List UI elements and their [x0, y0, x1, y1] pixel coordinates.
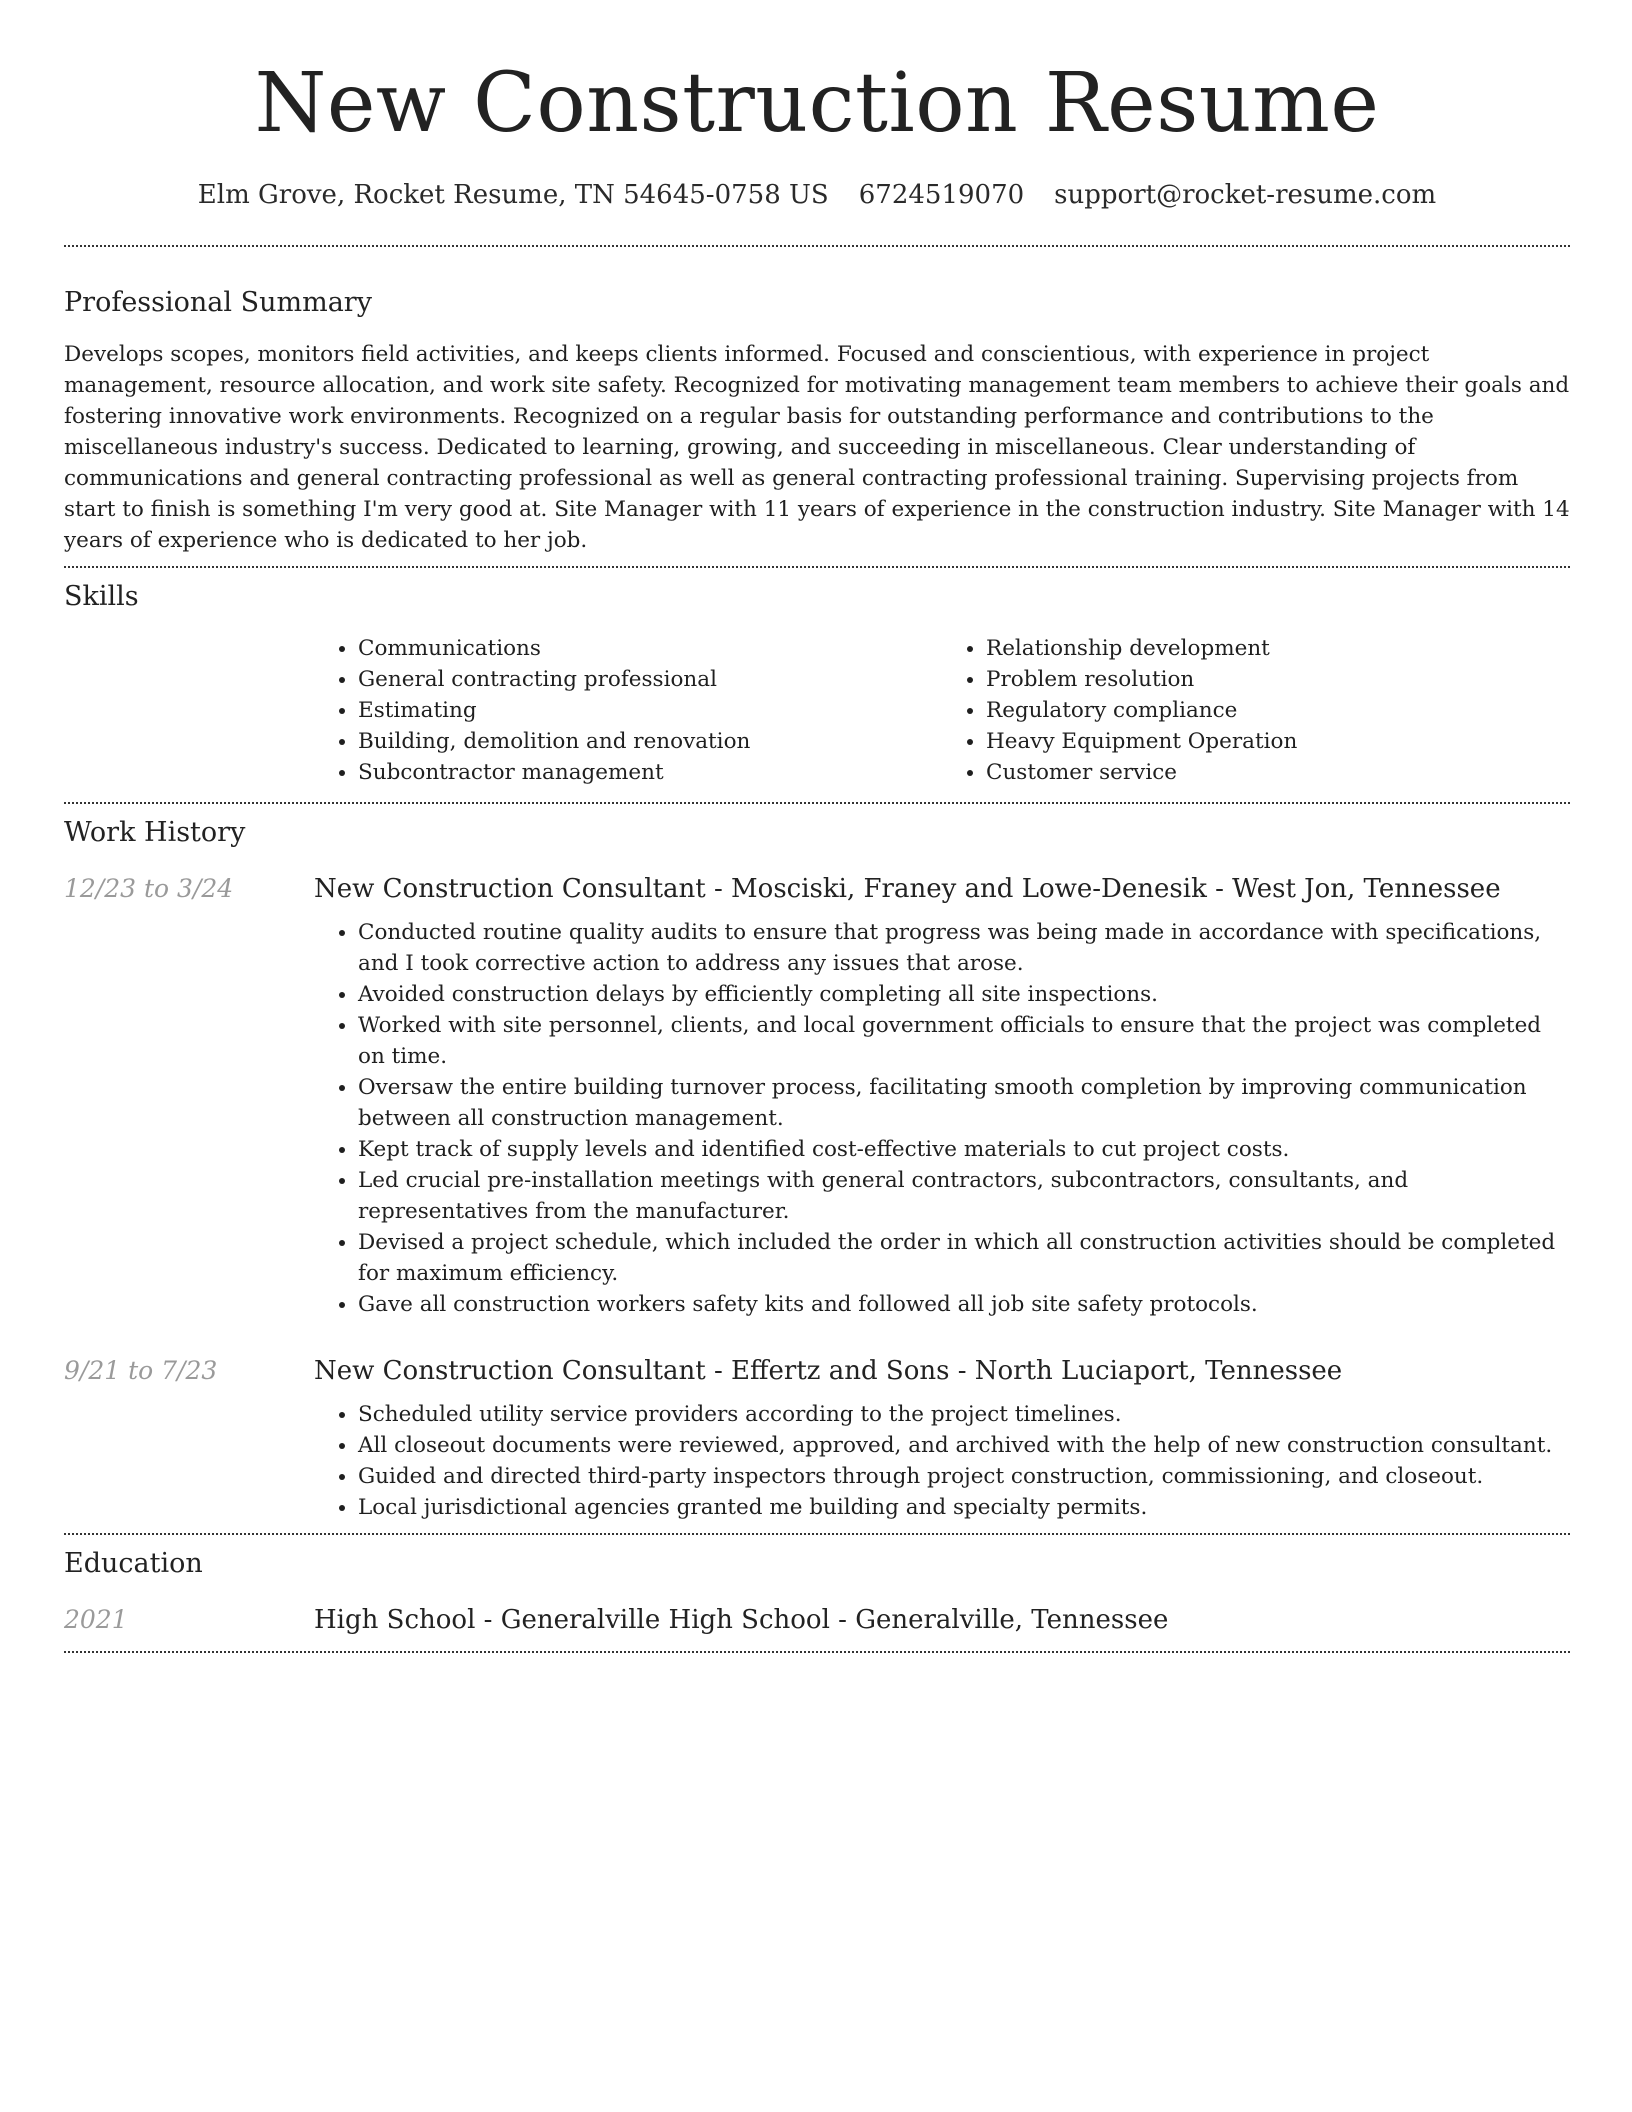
- job-bullet: • Led crucial pre-installation meetings with general contractors, subcontractors, consultants, and representatives from the manufacturer.: [358, 1165, 1570, 1227]
- skill-item: • Estimating: [358, 695, 942, 726]
- job-entry: [64, 872, 1570, 1320]
- job-bullet: • Kept track of supply levels and identified cost-effective materials to cut project costs.: [358, 1134, 1570, 1165]
- education-date: 2021: [64, 1605, 128, 1634]
- job-title: New Construction Consultant - Mosciski, Franey and Lowe-Denesik - West Jon, Tennessee: [314, 874, 1501, 904]
- job-bullet: • Guided and directed third-party inspectors through project construction, commissioning, and closeout.: [358, 1461, 1570, 1492]
- work-heading: Work History: [64, 817, 246, 848]
- contact-line: [64, 178, 1570, 212]
- job-bullets: [314, 1399, 1570, 1523]
- contact-address: Elm Grove, Rocket Resume, TN 54645-0758 US: [197, 180, 829, 210]
- skill-item: • Building, demolition and renovation: [358, 726, 942, 757]
- work-section: [64, 804, 1570, 1523]
- job-entry: [64, 1354, 1570, 1523]
- job-bullet: • Devised a project schedule, which included the order in which all construction activities should be completed for maximum efficiency.: [358, 1227, 1570, 1289]
- summary-section: [64, 247, 1570, 556]
- contact-phone: 6724519070: [858, 180, 1025, 210]
- skills-section: [64, 568, 1570, 788]
- job-bullet: • Oversaw the entire building turnover process, facilitating smooth completion by improving communication between all construction management.: [358, 1072, 1570, 1134]
- job-date: 12/23 to 3/24: [64, 874, 234, 903]
- summary-heading: Professional Summary: [64, 287, 372, 318]
- skills-list-right: [942, 633, 1570, 788]
- skill-item: • Heavy Equipment Operation: [986, 726, 1570, 757]
- skill-item: • Customer service: [986, 757, 1570, 788]
- skill-item: • General contracting professional: [358, 664, 942, 695]
- skill-item: • Subcontractor management: [358, 757, 942, 788]
- job-bullet: • All closeout documents were reviewed, approved, and archived with the help of new construction consultant.: [358, 1430, 1570, 1461]
- job-bullet: • Avoided construction delays by efficiently completing all site inspections.: [358, 979, 1570, 1010]
- skill-item: • Communications: [358, 633, 942, 664]
- skills-grid: [314, 633, 1570, 788]
- education-entry: [64, 1603, 1570, 1637]
- job-header: [64, 1354, 1570, 1388]
- contact-email: support@rocket-resume.com: [1054, 180, 1437, 210]
- divider: [64, 1651, 1570, 1653]
- education-heading: Education: [64, 1548, 203, 1579]
- job-header: [64, 872, 1570, 906]
- education-title: High School - Generalville High School - Generalville, Tennessee: [314, 1605, 1169, 1635]
- skill-item: • Problem resolution: [986, 664, 1570, 695]
- job-bullet: • Conducted routine quality audits to ensure that progress was being made in accordance with specifications, and I took corrective action to address any issues that arose.: [358, 917, 1570, 979]
- education-section: [64, 1535, 1570, 1637]
- skill-item: • Regulatory compliance: [986, 695, 1570, 726]
- resume-page: [64, 0, 1570, 1653]
- job-date: 9/21 to 7/23: [64, 1356, 218, 1385]
- skills-list-left: [314, 633, 942, 788]
- resume-name: New Construction Resume: [254, 56, 1380, 151]
- job-bullet: • Gave all construction workers safety kits and followed all job site safety protocols.: [358, 1289, 1570, 1320]
- job-bullets: [314, 917, 1570, 1320]
- job-bullet: • Scheduled utility service providers according to the project timelines.: [358, 1399, 1570, 1430]
- skill-item: • Relationship development: [986, 633, 1570, 664]
- job-title: New Construction Consultant - Effertz and Sons - North Luciaport, Tennessee: [314, 1356, 1343, 1386]
- job-bullet: • Worked with site personnel, clients, and local government officials to ensure that the project was completed on time.: [358, 1010, 1570, 1072]
- summary-text: Develops scopes, monitors field activities, and keeps clients informed. Focused and conscientious, with experience in project management, resource allocation, and work site safety. Recognized for motivating management team members to achieve their goals and fostering innovative work environments. Recognized on a regular basis for outstanding performance and contributions to the miscellaneous industry's success. Dedicated to learning, growing, and succeeding in miscellaneous. Clear understanding of communications and general contracting professional as well as general contracting professional training. Supervising projects from start to finish is something I'm very good at. Site Manager with 11 years of experience in the construction industry. Site Manager with 14 years of experience who is dedicated to her job.: [64, 342, 1570, 553]
- job-bullet: • Local jurisdictional agencies granted me building and specialty permits.: [358, 1492, 1570, 1523]
- skills-heading: Skills: [64, 581, 139, 612]
